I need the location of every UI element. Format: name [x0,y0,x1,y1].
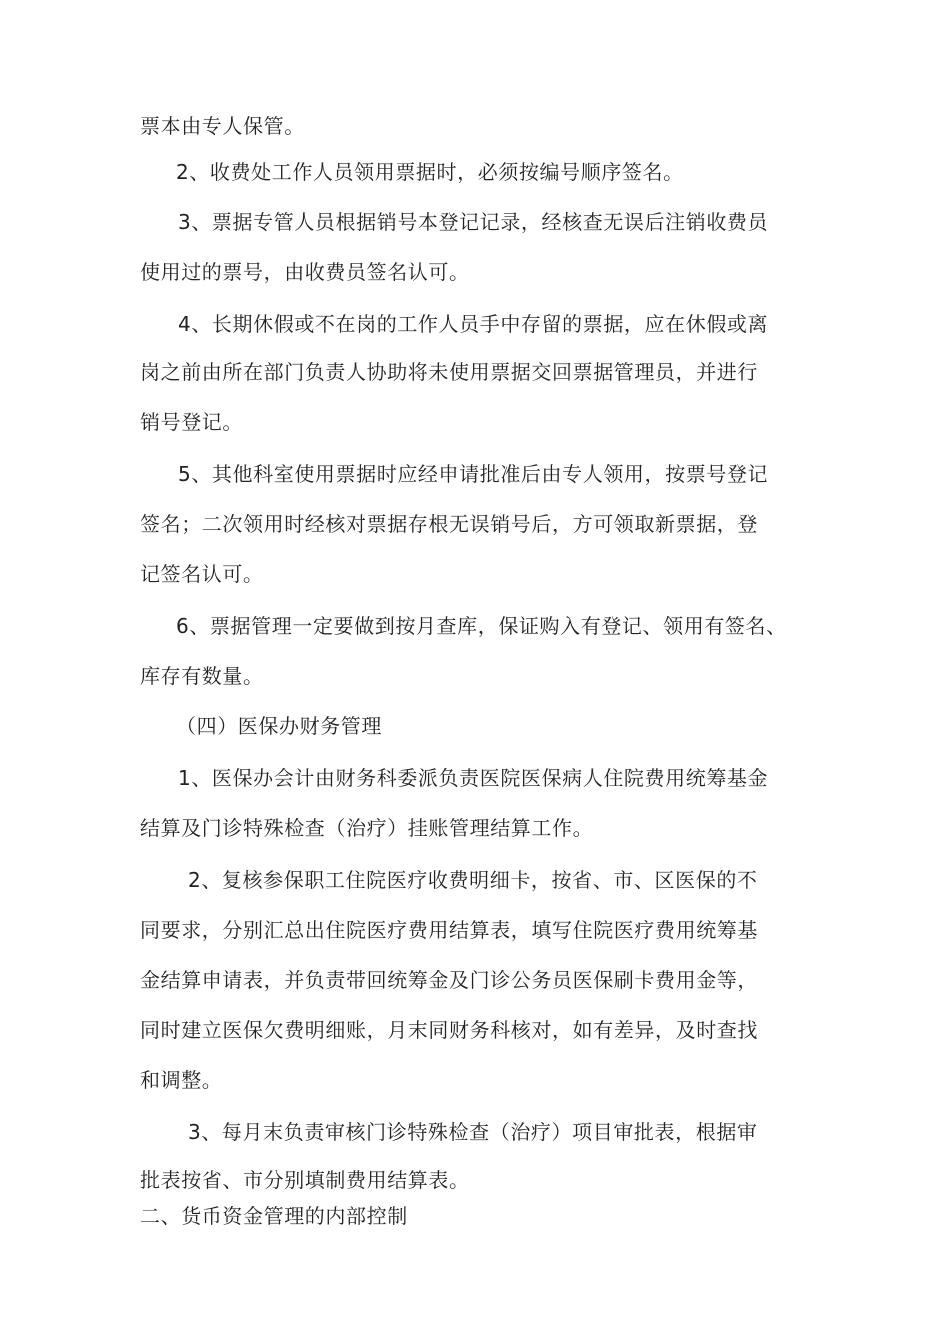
text-line: 6、票据管理一定要做到按月查库，保证购入有登记、领用有签名、 [176,614,787,638]
text-line: 4、长期休假或不在岗的工作人员手中存留的票据，应在休假或离 [178,312,769,336]
text-line: 批表按省、市分别填制费用结算表。 [140,1168,470,1192]
text-line: 库存有数量。 [140,664,264,688]
text-line: 使用过的票号，由收费员签名认可。 [140,260,470,284]
text-line: 1、医保办会计由财务科委派负责医院医保病人住院费用统筹基金 [178,766,769,790]
text-line: 和调整。 [140,1068,223,1092]
section-heading: 二、货币资金管理的内部控制 [140,1204,408,1228]
text-line: 3、票据专管人员根据销号本登记记录，经核查无误后注销收费员 [178,210,769,234]
text-line: 结算及门诊特殊检查（治疗）挂账管理结算工作。 [140,816,594,840]
text-line: 金结算申请表，并负责带回统筹金及门诊公务员医保刷卡费用金等， [140,968,758,992]
text-line: 2、复核参保职工住院医疗收费明细卡，按省、市、区医保的不 [188,868,758,892]
section-heading: （四）医保办财务管理 [176,714,382,738]
text-line: 签名；二次领用时经核对票据存根无误销号后，方可领取新票据，登 [140,512,758,536]
text-line: 3、每月末负责审核门诊特殊检查（治疗）项目审批表，根据审 [188,1120,758,1144]
text-line: 销号登记。 [140,410,243,434]
text-line: 票本由专人保管。 [140,114,305,138]
text-line: 同时建立医保欠费明细账，月末同财务科核对，如有差异，及时查找 [140,1018,758,1042]
text-line: 5、其他科室使用票据时应经申请批准后由专人领用，按票号登记 [178,462,769,486]
text-line: 同要求，分别汇总出住院医疗费用结算表，填写住院医疗费用统筹基 [140,918,758,942]
text-line: 记签名认可。 [140,562,264,586]
text-line: 岗之前由所在部门负责人协助将未使用票据交回票据管理员，并进行 [140,360,758,384]
text-line: 2、收费处工作人员领用票据时，必须按编号顺序签名。 [176,160,684,184]
